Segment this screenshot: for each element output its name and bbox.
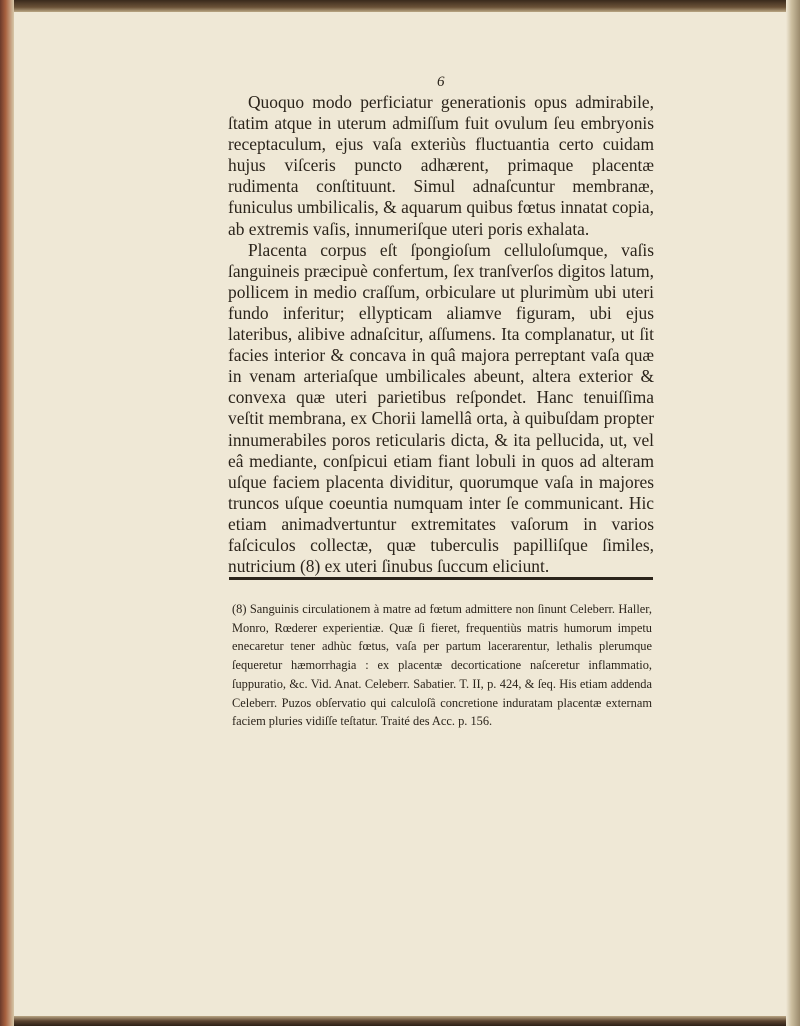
paragraph-2: Placenta corpus eſt ſpongioſum celluloſumque, vaſis ſanguineis præcipuè confertum, ſex tranſverſos digitos latum, pollicem in medio craſſum, orbiculare ut plurimùm ubi uteri fundo inferitur; ellypticam aliamve figuram, ubi ejus lateribus, alibive adnaſcitur, aſſumens. Ita complanatur, ut ſit facies interior & concava in quâ majora perreptant vaſa quæ in venam arteriaſque umbilicales abeunt, altera exterior & convexa quæ uteri parietibus reſpondet. Hanc tenuiſſima veſtit membrana, ex Chorii lamellâ orta, à quibuſdam propter innumerabiles poros reticularis dicta, & ita pellucida, ut, vel eâ mediante, conſpicui etiam fiant lobuli in quos ad alteram uſque faciem placenta dividitur, quorumque vaſa in majores truncos uſque coeuntia numquam inter ſe communicant. Hic etiam animadvertuntur extremitates vaſorum in varios faſciculos collectæ, quæ tuberculis papilliſque ſimiles, nutricium (8) ex uteri ſinubus ſuccum eliciunt.	[228, 239, 654, 577]
footnote-rule	[229, 577, 653, 580]
footnote	[232, 600, 652, 731]
page-number: 6	[437, 74, 445, 90]
page-edge-top	[0, 0, 800, 12]
page-edge-left	[0, 0, 14, 1026]
page-edge-right	[786, 0, 800, 1026]
footnote-text: (8) Sanguinis circulationem à matre ad fœtum admittere non ſinunt Celeberr. Haller, Monro, Rœderer experientiæ. Quæ ſi fieret, frequentiùs matris humorum impetu enecaretur tener adhùc fœtus, vaſa per partum lacerarentur, lethalis plerumque ſequeretur hæmorrhagia : ex placentæ decorticatione naſceretur inflammatio, ſuppuratio, &c. Vid. Anat. Celeberr. Sabatier. T. II, p. 424, & ſeq. His etiam addenda Celeberr. Puzos obſervatio qui calculoſâ concretione induratam placentæ externam faciem pluries vidiſſe teſtatur. Traité des Acc. p. 156.	[232, 602, 652, 729]
paragraph-1: Quoquo modo perficiatur generationis opus admirabile, ſtatim atque in uterum admiſſum fuit ovulum ſeu embryonis receptaculum, ejus vaſa exteriùs fluctuantia certo cuidam hujus viſceris puncto adhærent, primaque placentæ rudimenta conſtituunt. Simul adnaſcuntur membranæ, funiculus umbilicalis, & aquarum quibus fœtus innatat copia, ab extremis vaſis, innumeriſque uteri poris exhalata.	[228, 92, 654, 239]
main-text	[228, 92, 654, 577]
page-edge-bottom	[0, 1016, 800, 1026]
